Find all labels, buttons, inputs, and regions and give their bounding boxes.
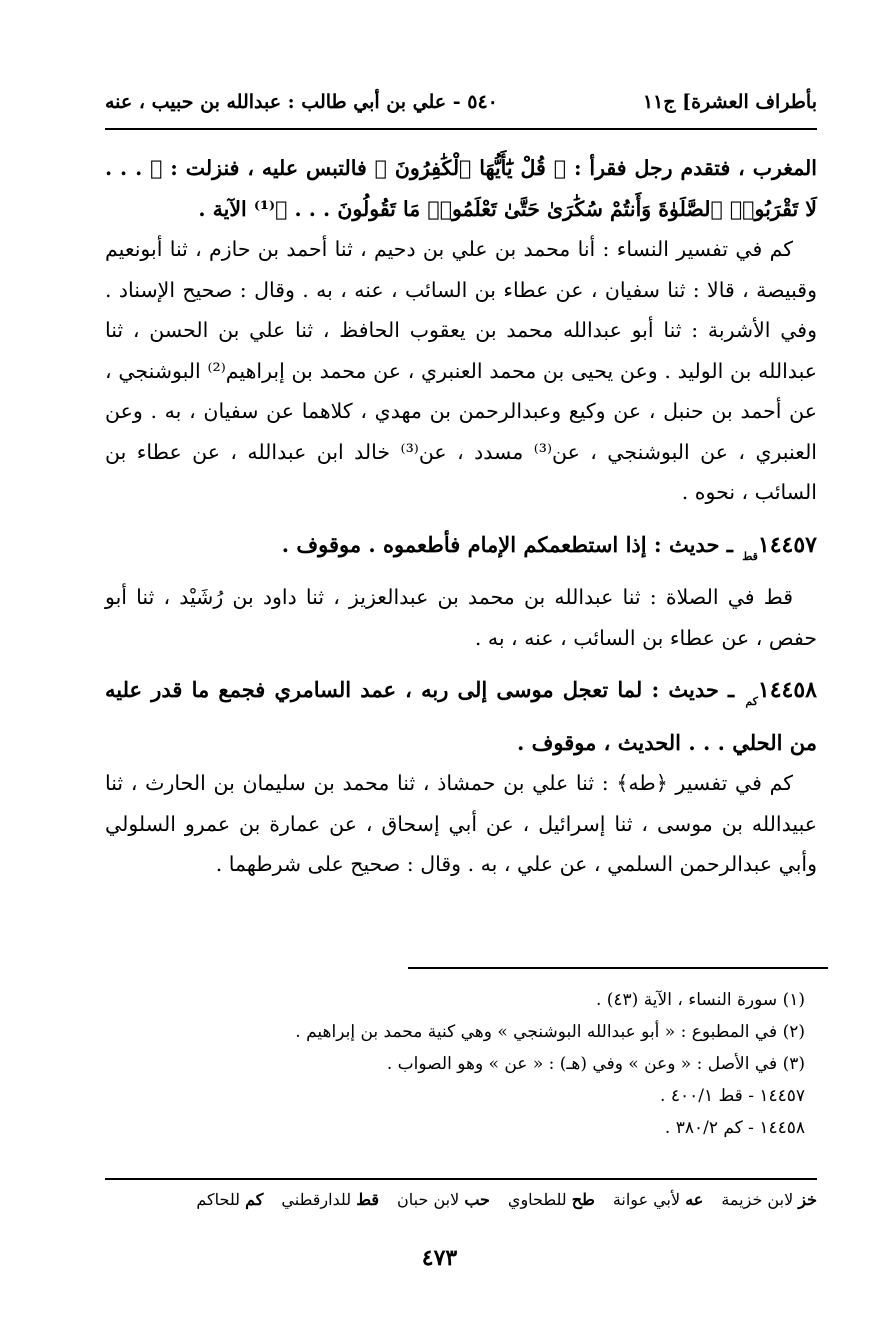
siglum-name: لابن خزيمة — [721, 1190, 794, 1209]
footnote-1: (١) سورة النساء ، الآية (٤٣) . — [595, 990, 805, 1010]
siglum-item — [281, 1190, 379, 1209]
page-number: ٤٧٣ — [421, 1245, 458, 1271]
entry-number: ١٤٤٥٧ — [757, 531, 817, 558]
footnote-2: (٢) في المطبوع : « أبو عبدالله البوشنجي » وهي كنية محمد بن إبراهيم . — [295, 1022, 805, 1042]
entry-number: ١٤٤٥٨ — [757, 677, 817, 703]
siglum-item — [397, 1190, 490, 1209]
entry-siglum: قط — [742, 549, 758, 563]
header-left: ٥٤٠ - علي بن أبي طالب : عبدالله بن حبيب ، عنه — [105, 91, 498, 113]
siglum-name: للطحاوي — [507, 1190, 567, 1209]
entry-heading-14458 — [105, 670, 817, 763]
siglum-abbr: قط — [356, 1190, 380, 1209]
siglum-name: للحاكم — [196, 1190, 241, 1209]
running-header — [105, 82, 817, 122]
entry-siglum: كم — [745, 695, 758, 708]
siglum-abbr: كم — [245, 1190, 264, 1209]
entry-heading-14457 — [105, 525, 817, 578]
footnote-ref-14457: ١٤٤٥٧ - قط ٤٠٠/١ . — [660, 1086, 805, 1106]
footnote-ref-14458: ١٤٤٥٨ - كم ٣٨٠/٢ . — [664, 1118, 805, 1138]
siglum-abbr: حب — [464, 1190, 490, 1209]
siglum-item — [508, 1190, 595, 1209]
footnote-3: (٣) في الأصل : « وعن » وفي (هـ) : « عن » وهو الصواب . — [386, 1054, 805, 1074]
paragraph-continuation: المغرب ، فتقدم رجل فقرأ : ﴿ قُلْ يَٰٓأَيُّهَا ٱلْكَٰفِرُونَ ﴾ فالتبس عليه ، فنزلت : ﴿ . . . لَا تَقْرَبُوا۟ ٱلصَّلَوٰةَ وَأَنتُمْ سُكَٰرَىٰ حَتَّىٰ تَعْلَمُوا۟ مَا تَقُولُونَ . . . ﴾⁽¹⁾ الآية . — [105, 156, 817, 221]
siglum-abbr: عه — [685, 1190, 704, 1209]
siglum-item — [613, 1190, 704, 1209]
siglum-abbr: خز — [798, 1190, 817, 1209]
entry-body-14457: قط في الصلاة : ثنا عبدالله بن محمد بن عبدالعزيز ، ثنا داود بن رُشَيْد ، ثنا أبو حفص ، عن عطاء بن السائب ، عنه ، به . — [105, 585, 817, 650]
sigla-key — [105, 1190, 817, 1209]
entry-title: ـ حديث : لما تعجل موسى إلى ربه ، عمد السامري فجمع ما قدر عليه من الحلي . . . الحديث ، موقوف . — [105, 677, 817, 755]
sigla-rule — [105, 1178, 817, 1180]
siglum-abbr: طح — [571, 1190, 595, 1209]
header-right: بأطراف العشرة] ج١١ — [642, 91, 817, 113]
footnotes — [105, 984, 805, 1144]
siglum-name: للدارقطني — [281, 1190, 352, 1209]
siglum-item — [196, 1190, 263, 1209]
siglum-item — [721, 1190, 817, 1209]
entry-body-14458: كم في تفسير ﴿طه﴾ : ثنا علي بن حمشاذ ، ثنا محمد بن سليمان بن الحارث ، ثنا عبيدالله بن موسى ، ثنا إسرائيل ، عن أبي إسحاق ، عن عمارة بن عمرو السلولي وأبي عبدالرحمن السلمي ، عن علي ، به . وقال : صحيح على شرطهما . — [105, 771, 817, 876]
siglum-name: لابن حبان — [397, 1190, 460, 1209]
paragraph-sources: كم في تفسير النساء : أنا محمد بن علي بن دحيم ، ثنا أحمد بن حازم ، ثنا أبونعيم وقبيصة ، قالا : ثنا سفيان ، عن عطاء بن السائب ، عنه ، به . وقال : صحيح الإسناد . وفي الأشربة : ثنا أبو عبدالله محمد بن يعقوب الحافظ ، ثنا علي بن الحسن ، ثنا عبدالله بن الوليد . وعن يحيى بن محمد العنبري ، عن محمد بن إبراهيم⁽²⁾ البوشنجي ، عن أحمد بن حنبل ، عن وكيع وعبدالرحمن بن مهدي ، كلاهما عن سفيان ، به . وعن العنبري ، عن البوشنجي ، عن⁽³⁾ مسدد ، عن⁽³⁾ خالد ابن عبدالله ، عن عطاء بن السائب ، نحوه . — [105, 237, 818, 504]
footnote-separator — [408, 967, 828, 969]
entry-title: ـ حديث : إذا استطعمكم الإمام فأطعموه . موقوف . — [281, 531, 741, 557]
siglum-name: لأبي عوانة — [612, 1190, 681, 1209]
header-rule — [105, 128, 817, 130]
main-text — [105, 148, 817, 885]
